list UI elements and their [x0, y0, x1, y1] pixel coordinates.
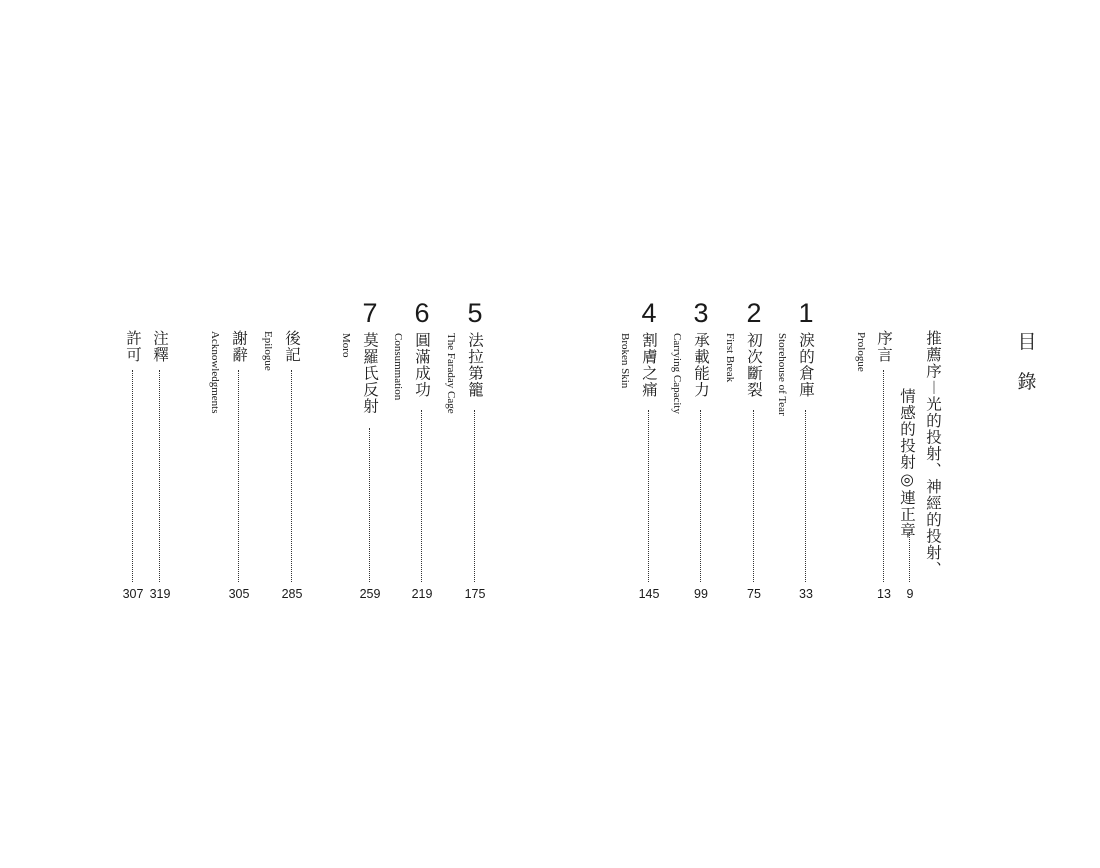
chapter-4-leader-dots — [648, 410, 649, 582]
chapter-4-page: 145 — [638, 587, 660, 601]
prologue-leader-dots — [883, 370, 884, 582]
chapter-5-leader-dots — [474, 410, 475, 582]
toc-title-char-2: 錄 — [1017, 371, 1037, 393]
recommendation-separator: ︱ — [924, 379, 942, 396]
acknowledgments-leader-dots — [238, 370, 239, 582]
chapter-6-leader-dots — [421, 410, 422, 582]
epilogue-leader-dots — [291, 370, 292, 582]
epilogue-title-en: Epilogue — [262, 331, 274, 371]
chapter-3-title-en: Carrying Capacity — [671, 333, 683, 414]
chapter-2-title-en: First Break — [724, 333, 736, 383]
epilogue-page: 285 — [281, 587, 303, 601]
chapter-3-number: 3 — [693, 298, 709, 328]
chapter-1-title-en: Storehouse of Tear — [776, 333, 788, 416]
chapter-1-title[interactable]: 淚的倉庫 — [797, 332, 815, 398]
prologue-title[interactable]: 序言 — [875, 330, 893, 363]
recommendation-entry-line-2 — [898, 388, 916, 539]
chapter-6-page: 219 — [411, 587, 433, 601]
chapter-1-number: 1 — [798, 298, 814, 328]
chapter-3-title[interactable]: 承載能力 — [692, 332, 710, 398]
acknowledgments-page: 305 — [228, 587, 250, 601]
chapter-7-page: 259 — [359, 587, 381, 601]
chapter-5-title[interactable]: 法拉第籠 — [466, 332, 484, 398]
chapter-6-title-en: Consummation — [392, 333, 404, 401]
notes-title[interactable]: 注釋 — [151, 330, 169, 363]
permissions-leader-dots — [132, 370, 133, 582]
chapter-1-leader-dots — [805, 410, 806, 582]
chapter-1-page: 33 — [799, 587, 813, 601]
chapter-7-title-en: Moro — [340, 333, 352, 358]
chapter-7-leader-dots — [369, 428, 370, 582]
recommendation-author: 連正章 — [898, 489, 916, 539]
chapter-5-page: 175 — [464, 587, 486, 601]
notes-leader-dots — [159, 370, 160, 582]
epilogue-title[interactable]: 後記 — [283, 330, 301, 363]
prologue-page: 13 — [877, 587, 891, 601]
chapter-4-title[interactable]: 割膚之痛 — [640, 332, 658, 398]
chapter-2-title[interactable]: 初次斷裂 — [745, 332, 763, 398]
chapter-2-leader-dots — [753, 410, 754, 582]
recommendation-leader-dots — [909, 532, 910, 582]
prologue-title-en: Prologue — [855, 332, 867, 372]
chapter-6-title[interactable]: 圓滿成功 — [413, 332, 431, 398]
permissions-title[interactable]: 許可 — [124, 330, 142, 363]
notes-page: 319 — [149, 587, 171, 601]
chapter-3-leader-dots — [700, 410, 701, 582]
recommendation-entry[interactable] — [924, 330, 942, 578]
permissions-page: 307 — [122, 587, 144, 601]
toc-title-char-1: 目 — [1017, 331, 1037, 353]
chapter-3-page: 99 — [694, 587, 708, 601]
chapter-4-title-en: Broken Skin — [619, 333, 631, 389]
recommendation-page: 9 — [906, 587, 914, 601]
recommendation-author-mark: ◎ — [898, 470, 916, 490]
acknowledgments-title[interactable]: 謝辭 — [230, 330, 248, 363]
chapter-5-title-en: The Faraday Cage — [445, 333, 457, 414]
chapter-6-number: 6 — [414, 298, 430, 328]
chapter-2-page: 75 — [747, 587, 761, 601]
chapter-4-number: 4 — [641, 298, 657, 328]
chapter-7-title[interactable]: 莫羅氏反射 — [361, 332, 379, 415]
acknowledgments-title-en: Acknowledgments — [209, 331, 221, 414]
recommendation-label: 推薦序 — [924, 330, 942, 380]
chapter-5-number: 5 — [467, 298, 483, 328]
recommendation-line-1: 光的投射、神經的投射、 — [924, 396, 942, 578]
recommendation-line-2: 情感的投射 — [898, 388, 916, 471]
chapter-2-number: 2 — [746, 298, 762, 328]
chapter-7-number: 7 — [362, 298, 378, 328]
